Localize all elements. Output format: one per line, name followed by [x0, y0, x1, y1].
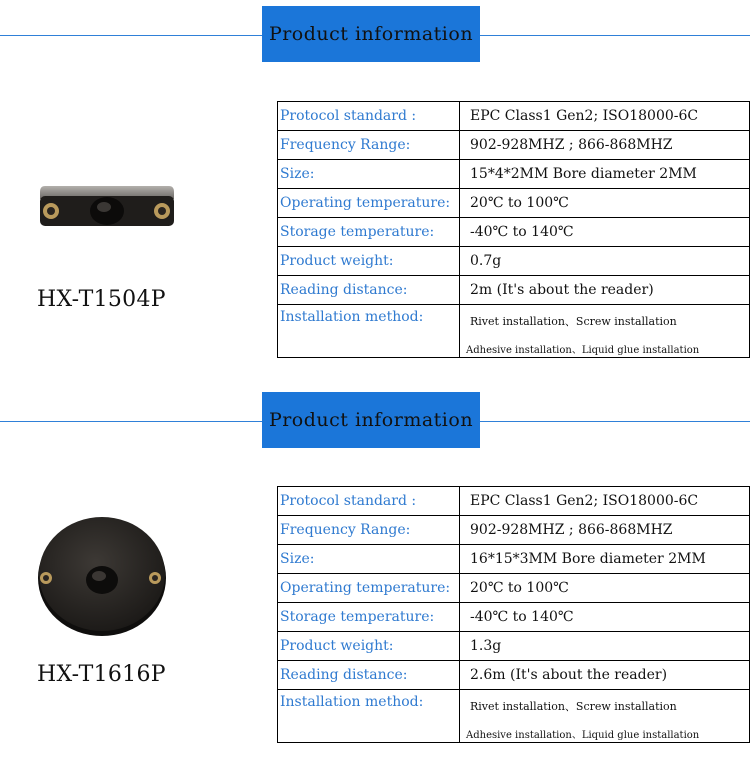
- spec-row: [278, 632, 750, 661]
- spec-label: Product weight:: [278, 632, 460, 661]
- spec-table: [277, 101, 750, 358]
- spec-row: [278, 574, 750, 603]
- spec-label: Frequency Range:: [278, 131, 460, 160]
- spec-row: [278, 247, 750, 276]
- spec-label: Reading distance:: [278, 276, 460, 305]
- model-name: HX-T1504P: [37, 287, 166, 312]
- spec-row: [278, 218, 750, 247]
- product-info-banner: Product information: [262, 392, 480, 448]
- spec-value: 16*15*3MM Bore diameter 2MM: [460, 545, 750, 574]
- spec-row-install: [278, 690, 750, 743]
- spec-label: Reading distance:: [278, 661, 460, 690]
- spec-label: Size:: [278, 545, 460, 574]
- spec-label: Frequency Range:: [278, 516, 460, 545]
- spec-row: [278, 160, 750, 189]
- spec-row: [278, 276, 750, 305]
- spec-label: Operating temperature:: [278, 189, 460, 218]
- spec-value: 15*4*2MM Bore diameter 2MM: [460, 160, 750, 189]
- spec-label: Size:: [278, 160, 460, 189]
- spec-label: Storage temperature:: [278, 218, 460, 247]
- spec-value: [460, 690, 750, 743]
- spec-value: EPC Class1 Gen2; ISO18000-6C: [460, 487, 750, 516]
- spec-value: 2.6m (It's about the reader): [460, 661, 750, 690]
- install-line-1: Rivet installation、Screw installation: [470, 700, 677, 713]
- spec-row: [278, 102, 750, 131]
- install-line-1: Rivet installation、Screw installation: [470, 315, 677, 328]
- model-name: HX-T1616P: [37, 662, 166, 687]
- spec-label: Installation method:: [278, 305, 460, 358]
- spec-row: [278, 661, 750, 690]
- spec-row: [278, 189, 750, 218]
- spec-value: -40℃ to 140℃: [460, 603, 750, 632]
- product-info-banner: Product information: [262, 6, 480, 62]
- spec-value: 2m (It's about the reader): [460, 276, 750, 305]
- spec-value: 20℃ to 100℃: [460, 574, 750, 603]
- spec-row: [278, 603, 750, 632]
- spec-value: 902-928MHZ ; 866-868MHZ: [460, 516, 750, 545]
- spec-row: [278, 545, 750, 574]
- spec-value: 20℃ to 100℃: [460, 189, 750, 218]
- spec-row: [278, 487, 750, 516]
- spec-table: [277, 486, 750, 743]
- install-line-2: Adhesive installation、Liquid glue installation: [466, 730, 700, 741]
- spec-value: -40℃ to 140℃: [460, 218, 750, 247]
- rectangular-rfid-tag-icon: [37, 183, 177, 228]
- spec-label: Protocol standard :: [278, 102, 460, 131]
- spec-label: Product weight:: [278, 247, 460, 276]
- install-line-2: Adhesive installation、Liquid glue installation: [466, 345, 700, 356]
- spec-value: 0.7g: [460, 247, 750, 276]
- spec-label: Installation method:: [278, 690, 460, 743]
- spec-value: [460, 305, 750, 358]
- spec-row: [278, 516, 750, 545]
- spec-value: 902-928MHZ ; 866-868MHZ: [460, 131, 750, 160]
- spec-label: Protocol standard :: [278, 487, 460, 516]
- spec-label: Storage temperature:: [278, 603, 460, 632]
- product-section-2: [0, 386, 750, 772]
- spec-value: EPC Class1 Gen2; ISO18000-6C: [460, 102, 750, 131]
- spec-row: [278, 131, 750, 160]
- spec-value: 1.3g: [460, 632, 750, 661]
- round-rfid-tag-icon: [34, 512, 170, 638]
- spec-label: Operating temperature:: [278, 574, 460, 603]
- spec-row-install: [278, 305, 750, 358]
